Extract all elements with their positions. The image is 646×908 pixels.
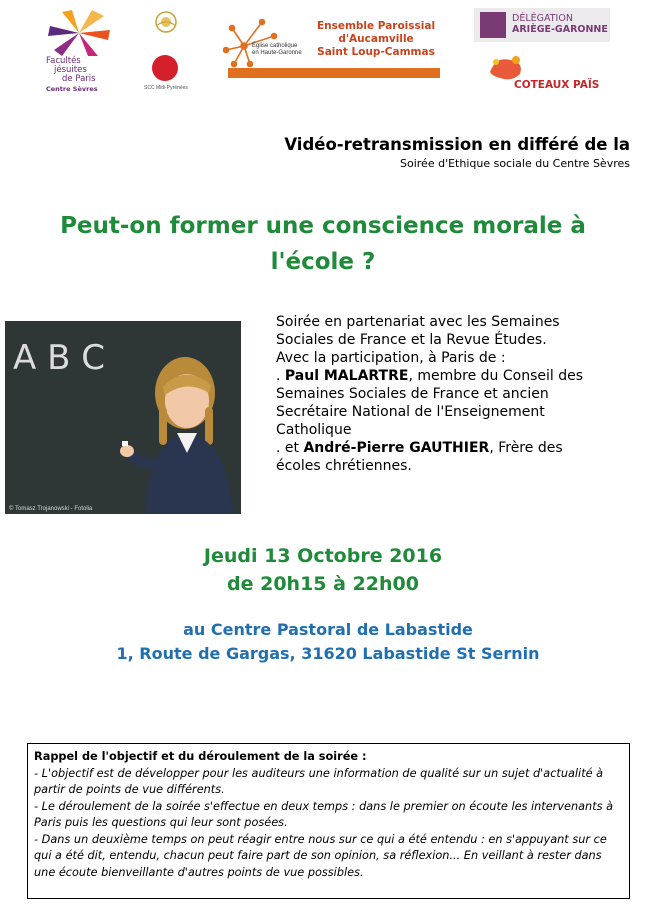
scc-logo bbox=[144, 10, 200, 94]
ensemble-title-line1: Ensemble Paroissial bbox=[316, 20, 436, 32]
scc-red-circle bbox=[152, 55, 178, 81]
secours-catholique-icon bbox=[480, 12, 506, 38]
event-place-address: 1, Route de Gargas, 31620 Labastide St Sernin bbox=[116, 644, 540, 663]
recall-item-deroulement: - Le déroulement de la soirée s'effectue en deux temps : dans le premier on écoute les intervenants à Paris puis les questions qui leur sont posées. bbox=[34, 799, 614, 829]
event-time: de 20h15 à 22h00 bbox=[227, 573, 419, 595]
video-retransmission-heading: Vidéo-retransmission en différé de la bbox=[284, 135, 630, 154]
speaker-1-desc: , membre du Conseil des Semaines Sociales de France et ancien Secrétaire National de l'Enseignement Catholique bbox=[276, 368, 583, 438]
recall-item-objective: - L'objectif est de développer pour les auditeurs une information de qualité sur un sujet d'actualité à partir de points de vue différents. bbox=[34, 766, 604, 796]
speaker-1-name: Paul MALARTRE bbox=[284, 368, 409, 384]
delegation-line1: DÉLÉGATION bbox=[512, 13, 573, 24]
photo-credit: © Tomasz Trojanowski - Fotolia bbox=[9, 506, 93, 512]
ensemble-title-line3: Saint Loup-Cammas bbox=[317, 46, 435, 58]
intro-partnership: Soirée en partenariat avec les Semaines Sociales de France et la Revue Études. bbox=[276, 314, 560, 348]
speaker-2-desc: , Frère des écoles chrétiennes. bbox=[276, 440, 563, 474]
coteaux-title: COTEAUX PAÏS bbox=[514, 79, 600, 91]
delegation-logo bbox=[474, 8, 610, 42]
sevres-line3: de Paris bbox=[62, 74, 96, 84]
event-date: Jeudi 13 Octobre 2016 bbox=[203, 545, 443, 567]
soiree-subheading: Soirée d'Ethique sociale du Centre Sèvres bbox=[400, 157, 630, 170]
main-title-line1: Peut-on former une conscience morale à bbox=[60, 213, 586, 239]
event-place-name: au Centre Pastoral de Labastide bbox=[183, 620, 473, 639]
scc-caption: SCC Midi-Pyrénées bbox=[144, 85, 188, 91]
speaker-2-prefix: . et bbox=[276, 440, 304, 456]
sevres-line1: Facultés bbox=[46, 56, 81, 66]
event-datetime bbox=[100, 542, 546, 598]
main-title bbox=[20, 208, 626, 280]
sevres-line2: jésuites bbox=[54, 65, 87, 75]
recall-heading: Rappel de l'objectif et du déroulement de la soirée : bbox=[34, 750, 367, 763]
photo-illustration bbox=[5, 321, 241, 514]
coteaux-pais-logo bbox=[484, 52, 610, 94]
event-place bbox=[60, 618, 596, 666]
sevres-line4: Centre Sèvres bbox=[46, 85, 98, 93]
girl-at-chalkboard-photo bbox=[5, 321, 241, 514]
speaker-2-name: André-Pierre GAUTHIER bbox=[303, 440, 490, 456]
sevres-star-icon bbox=[48, 10, 110, 56]
delegation-line2: ARIÈGE-GARONNE bbox=[512, 24, 608, 35]
recall-item-second-time: - Dans un deuxième temps on peut réagir entre nous sur ce qui a été entendu : en s'appuyant sur ce qui a été dit, entendu, chacun peut faire part de son opinion, sa réflexion... En veillant à rester dans une écoute bienveillante d'autres points de vue possibles. bbox=[34, 832, 607, 879]
ensemble-title-line2: d'Aucamville bbox=[338, 33, 414, 45]
eglise-line2: en Haute-Garonne bbox=[252, 50, 302, 56]
centre-sevres-logo bbox=[46, 10, 116, 96]
speaker-1 bbox=[276, 367, 596, 439]
sun-emblem-icon bbox=[154, 10, 178, 34]
intro-participation: Avec la participation, à Paris de : bbox=[276, 350, 506, 366]
main-title-line2: l'école ? bbox=[270, 249, 376, 275]
chalkboard-abc: A B C bbox=[13, 338, 105, 378]
ensemble-orange-bar bbox=[228, 68, 440, 78]
delegation-text bbox=[512, 13, 608, 35]
intro-text bbox=[276, 313, 596, 475]
speaker-2 bbox=[276, 439, 596, 475]
sevres-text bbox=[46, 57, 120, 94]
eglise-text bbox=[252, 43, 302, 57]
speaker-1-prefix: . bbox=[276, 368, 285, 384]
ensemble-title bbox=[314, 20, 438, 59]
eglise-line1: Église catholique bbox=[252, 43, 298, 49]
recall-box bbox=[27, 743, 630, 899]
ensemble-paroissial-logo bbox=[222, 16, 442, 82]
